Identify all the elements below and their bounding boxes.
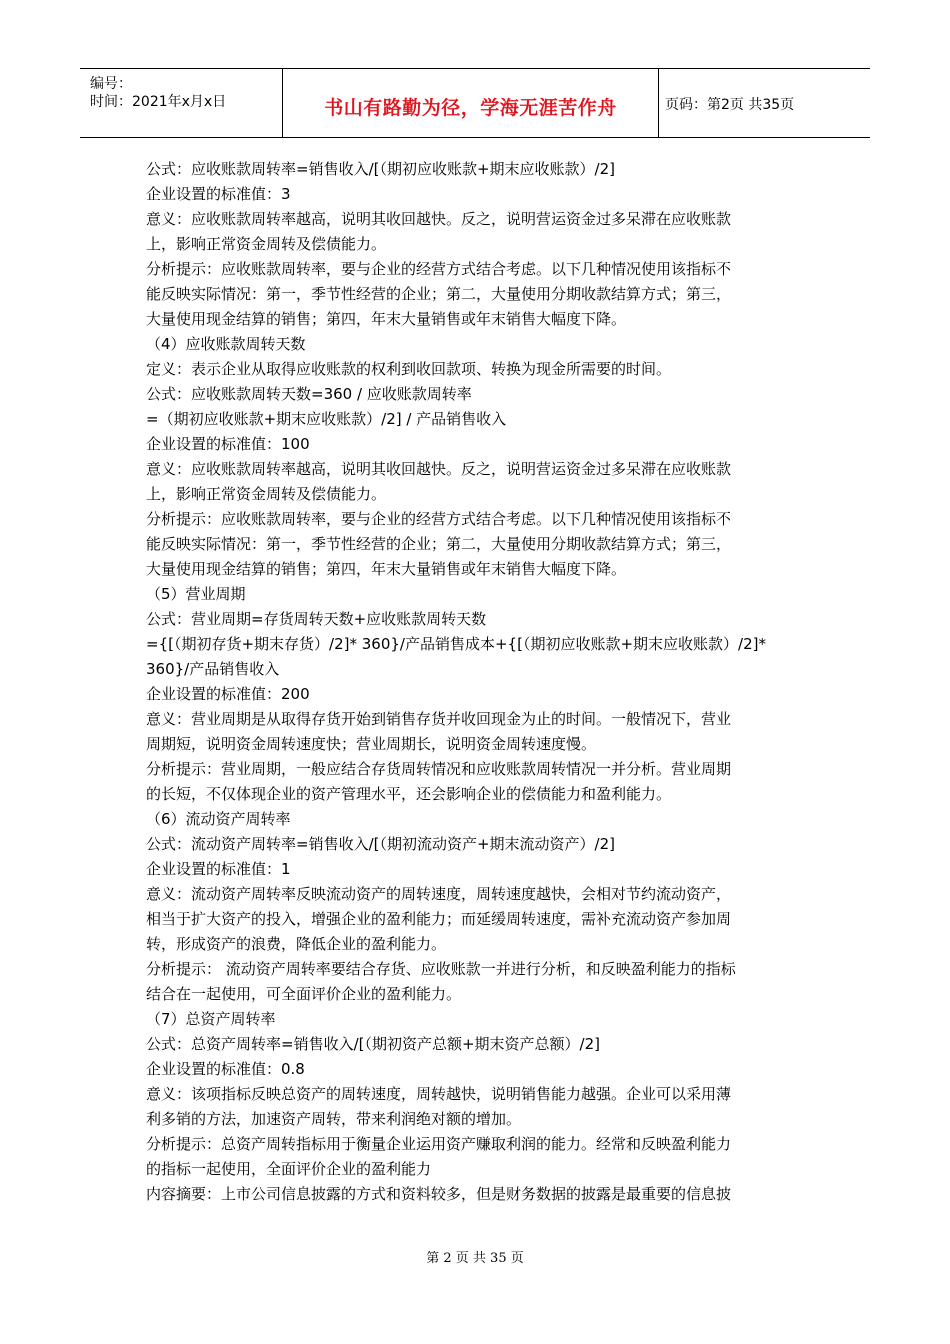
header-info-cell: [80, 69, 283, 137]
text-line: 分析提示： 流动资产周转率要结合存货、应收账款一并进行分析，和反映盈利能力的指标: [146, 960, 736, 978]
text-line: 意义：应收账款周转率越高，说明其收回越快。反之，说明营运资金过多呆滞在应收账款: [146, 210, 732, 228]
header-motto-cell: [283, 69, 659, 137]
text-line: 上，影响正常资金周转及偿债能力。: [146, 485, 387, 503]
text-line: 利多销的方法，加速资产周转，带来利润绝对额的增加。: [146, 1110, 522, 1128]
text-line: 公式：流动资产周转率=销售收入/[（期初流动资产+期末流动资产）/2]: [146, 835, 615, 853]
text-line: 企业设置的标准值：0.8: [146, 1060, 305, 1078]
text-line: 意义：营业周期是从取得存货开始到销售存货并收回现金为止的时间。一般情况下，营业: [146, 710, 732, 728]
text-line: 上，影响正常资金周转及偿债能力。: [146, 235, 387, 253]
text-line: 意义：应收账款周转率越高，说明其收回越快。反之，说明营运资金过多呆滞在应收账款: [146, 460, 732, 478]
text-line: （7）总资产周转率: [146, 1010, 276, 1028]
text-line: 定义：表示企业从取得应收账款的权利到收回款项、转换为现金所需要的时间。: [146, 360, 672, 378]
text-line: 大量使用现金结算的销售；第四，年末大量销售或年末销售大幅度下降。: [146, 560, 627, 578]
text-line: （5）营业周期: [146, 585, 246, 603]
document-number-label: 编号：: [90, 76, 132, 92]
text-line: 相当于扩大资产的投入，增强企业的盈利能力；而延缓周转速度，需补充流动资产参加周: [146, 910, 732, 928]
page-header: [80, 68, 870, 138]
text-line: 能反映实际情况：第一，季节性经营的企业；第二，大量使用分期收款结算方式；第三，: [146, 285, 732, 303]
text-line: 公式：营业周期=存货周转天数+应收账款周转天数: [146, 610, 487, 628]
text-line: 转，形成资产的浪费，降低企业的盈利能力。: [146, 935, 447, 953]
text-line: 的长短，不仅体现企业的资产管理水平，还会影响企业的偿债能力和盈利能力。: [146, 785, 672, 803]
text-line: 分析提示：营业周期，一般应结合存货周转情况和应收账款周转情况一并分析。营业周期: [146, 760, 732, 778]
text-line: 内容摘要：上市公司信息披露的方式和资料较多，但是财务数据的披露是最重要的信息披: [146, 1185, 732, 1203]
text-line: ={[（期初存货+期末存货）/2]* 360}/产品销售成本+{[（期初应收账款+期末应收账款）/2]*: [146, 635, 766, 653]
document-body: [146, 157, 810, 1207]
text-line: 公式：总资产周转率=销售收入/[（期初资产总额+期末资产总额）/2]: [146, 1035, 600, 1053]
header-page-cell: [659, 69, 870, 137]
text-line: 企业设置的标准值：100: [146, 435, 310, 453]
text-line: 分析提示：应收账款周转率，要与企业的经营方式结合考虑。以下几种情况使用该指标不: [146, 510, 732, 528]
text-line: 意义：该项指标反映总资产的周转速度，周转越快，说明销售能力越强。企业可以采用薄: [146, 1085, 732, 1103]
page-code-label: 页码：第2页 共35页: [665, 97, 795, 113]
text-line: 的指标一起使用，全面评价企业的盈利能力: [146, 1160, 432, 1178]
text-line: 大量使用现金结算的销售；第四，年末大量销售或年末销售大幅度下降。: [146, 310, 627, 328]
motto-text: 书山有路勤为径，学海无涯苦作舟: [324, 97, 617, 119]
text-line: （4）应收账款周转天数: [146, 335, 306, 353]
text-line: 意义：流动资产周转率反映流动资产的周转速度，周转速度越快，会相对节约流动资产，: [146, 885, 732, 903]
page-footer: 第 2 页 共 35 页: [426, 1251, 524, 1266]
text-line: 企业设置的标准值：1: [146, 860, 291, 878]
text-line: 分析提示：总资产周转指标用于衡量企业运用资产赚取利润的能力。经常和反映盈利能力: [146, 1135, 732, 1153]
text-line: 分析提示：应收账款周转率，要与企业的经营方式结合考虑。以下几种情况使用该指标不: [146, 260, 732, 278]
document-time-label: 时间：2021年x月x日: [90, 94, 227, 110]
text-line: 公式：应收账款周转率=销售收入/[（期初应收账款+期末应收账款）/2]: [146, 160, 615, 178]
text-line: 360}/产品销售收入: [146, 660, 280, 678]
text-line: =（期初应收账款+期末应收账款）/2] / 产品销售收入: [146, 410, 507, 428]
text-line: 公式：应收账款周转天数=360 / 应收账款周转率: [146, 385, 472, 403]
text-line: 周期短，说明资金周转速度快；营业周期长，说明资金周转速度慢。: [146, 735, 597, 753]
text-line: 能反映实际情况：第一，季节性经营的企业；第二，大量使用分期收款结算方式；第三，: [146, 535, 732, 553]
text-line: （6）流动资产周转率: [146, 810, 291, 828]
text-line: 企业设置的标准值：3: [146, 185, 291, 203]
text-line: 结合在一起使用，可全面评价企业的盈利能力。: [146, 985, 462, 1003]
text-line: 企业设置的标准值：200: [146, 685, 310, 703]
